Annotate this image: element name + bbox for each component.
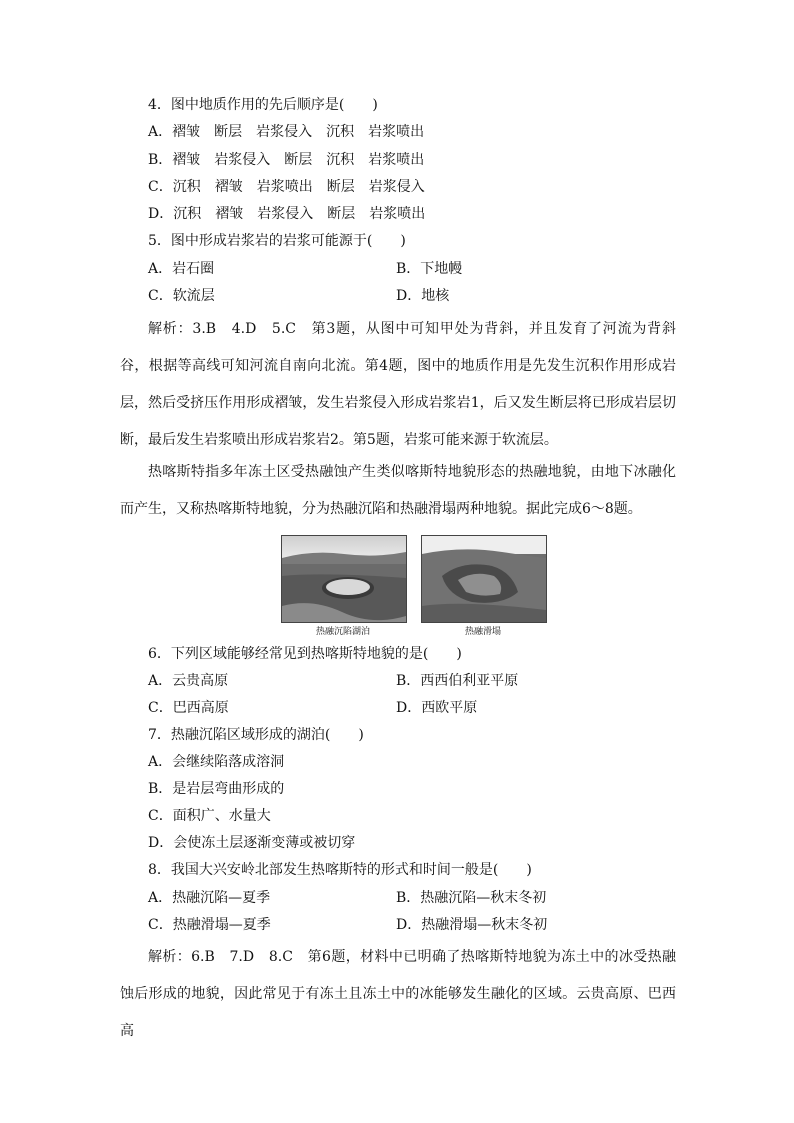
question-7-option-a: A．会继续陷落成溶洞: [148, 754, 285, 770]
question-4-stem: 4．图中地质作用的先后顺序是( ): [148, 97, 378, 113]
question-5-option-b: B．下地幔: [396, 261, 463, 277]
question-5-stem: 5．图中形成岩浆岩的岩浆可能源于( ): [148, 233, 406, 249]
question-8-option-a: A．热融沉陷—夏季: [148, 890, 271, 906]
question-6-option-d: D．西欧平原: [396, 700, 478, 716]
caption-left: 热融沉陷湖泊: [315, 627, 370, 637]
question-5-option-c: C．软流层: [148, 288, 215, 304]
intro-paragraph: 热喀斯特指多年冻土区受热融蚀产生类似喀斯特地貌形态的热融地貌，由地下冰融化而产生，又称热喀斯特地貌，分为热融沉陷和热融滑塌两种地貌。据此完成6～8题。: [120, 464, 676, 517]
question-7-option-b: B．是岩层弯曲形成的: [148, 781, 285, 797]
question-5-option-d: D．地核: [396, 288, 450, 304]
question-5-option-a: A．岩石圈: [148, 261, 215, 277]
question-6-option-c: C．巴西高原: [148, 700, 229, 716]
question-7-option-d: D．会使冻土层逐渐变薄或被切穿: [148, 835, 356, 851]
question-4-option-c: C．沉积 褶皱 岩浆喷出 断层 岩浆侵入: [148, 179, 425, 195]
question-8-stem: 8．我国大兴安岭北部发生热喀斯特的形式和时间一般是( ): [148, 862, 532, 878]
question-7-option-c: C．面积广、水量大: [148, 808, 271, 824]
question-8-option-d: D．热融滑塌—秋末冬初: [396, 917, 548, 933]
question-6-option-b: B．西西伯利亚平原: [396, 673, 519, 689]
question-4-option-b: B．褶皱 岩浆侵入 断层 沉积 岩浆喷出: [148, 152, 425, 168]
caption-right: 热融滑塌: [464, 627, 501, 637]
thermokarst-slump-photo: [421, 535, 547, 623]
question-7-stem: 7．热融沉陷区域形成的湖泊( ): [148, 727, 364, 743]
thermokarst-lake-photo: [281, 535, 407, 623]
question-4-option-a: A．褶皱 断层 岩浆侵入 沉积 岩浆喷出: [148, 124, 425, 140]
question-8-option-c: C．热融滑塌—夏季: [148, 917, 271, 933]
question-8-option-b: B．热融沉陷—秋末冬初: [396, 890, 547, 906]
analysis-3-5: 解析：3.B 4.D 5.C 第3题，从图中可知甲处为背斜，并且发育了河流为背斜谷，根据等高线可知河流自南向北流。第4题，图中的地质作用是先发生沉积作用形成岩层，然后受挤压作用形成褶皱，发生岩浆侵入形成岩浆岩1，后又发生断层将已形成岩层切断，最后发生岩浆喷出形成岩浆岩2。第5题，岩浆可能来源于软流层。: [120, 321, 676, 448]
question-4-option-d: D．沉积 褶皱 岩浆侵入 断层 岩浆喷出: [148, 206, 426, 222]
question-6-option-a: A．云贵高原: [148, 673, 229, 689]
question-6-stem: 6．下列区域能够经常见到热喀斯特地貌的是( ): [148, 646, 462, 662]
analysis-6-8: 解析：6.B 7.D 8.C 第6题，材料中已明确了热喀斯特地貌为冻土中的冰受热融蚀后形成的地貌，因此常见于有冻土且冻土中的冰能够发生融化的区域。云贵高原、巴西高: [120, 949, 676, 1039]
